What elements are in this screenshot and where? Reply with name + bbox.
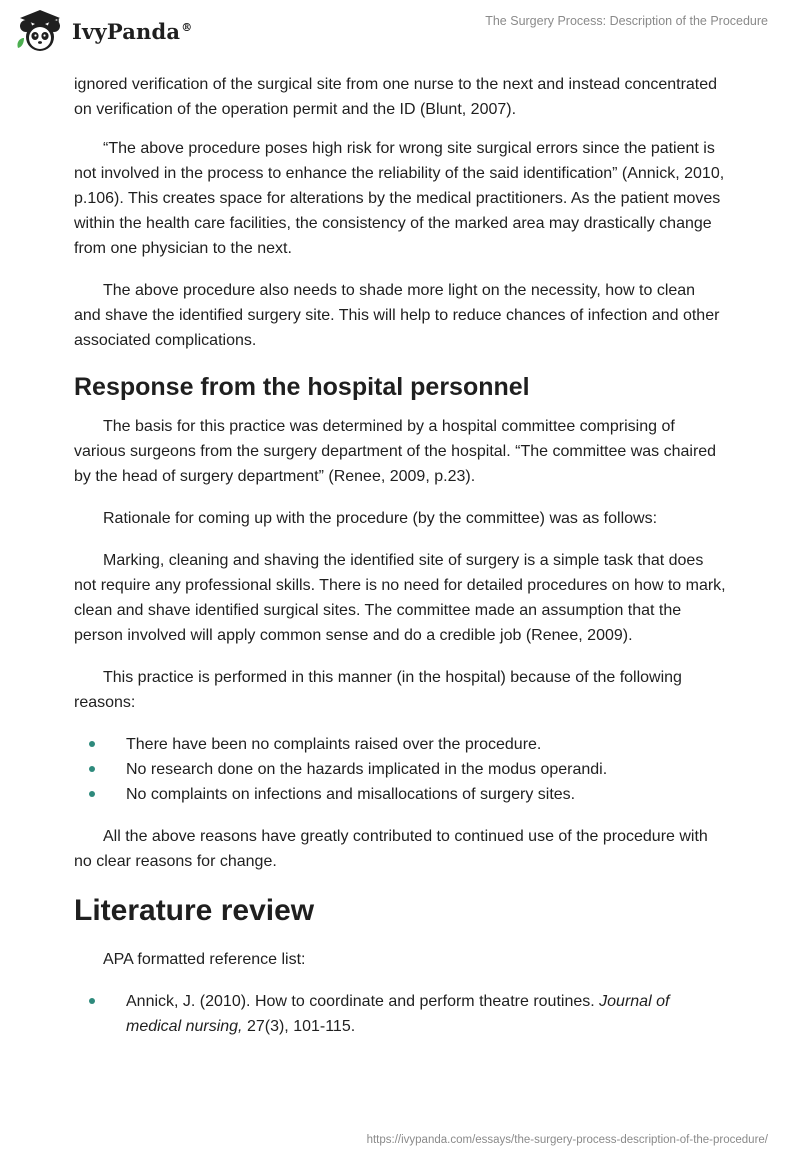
section-heading-response: Response from the hospital personnel [74, 373, 530, 401]
paragraph: The basis for this practice was determined by a hospital committee comprising of various surgeons from the surgery department of the hospital. “The committee was chaired by the head of surgery department” (Renee, 2009, p.23). [74, 418, 717, 485]
reference-item: Annick, J. (2010). How to coordinate and perform theatre routines. Journal of medical nursing, 27(3), 101-115. [74, 989, 726, 1039]
paragraph: ignored verification of the surgical site from one nurse to the next and instead concentrated on verification of the operation permit and the ID (Blunt, 2007). [74, 76, 718, 118]
brand-name: IvyPanda® [72, 18, 193, 44]
list-item: No research done on the hazards implicated in the modus operandi. [74, 757, 726, 782]
source-url[interactable]: https://ivypanda.com/essays/the-surgery-process-description-of-the-procedure/ [366, 1134, 768, 1146]
paragraph: The above procedure also needs to shade more light on the necessity, how to clean and shave the identified surgery site. This will help to reduce chances of infection and other associated complications. [74, 282, 720, 349]
bullet-icon [89, 741, 95, 747]
bullet-icon [89, 766, 95, 772]
paragraph: This practice is performed in this manner (in the hospital) because of the following reasons: [74, 669, 682, 711]
paragraph: Marking, cleaning and shaving the identified site of surgery is a simple task that does not require any professional skills. There is no need for detailed procedures on how to mark, clean and shave identified surgical sites. The committee made an assumption that the person involved will apply common sense and do a credible job (Renee, 2009). [74, 552, 726, 644]
paragraph: All the above reasons have greatly contributed to continued use of the procedure with no clear reasons for change. [74, 828, 708, 870]
paragraph: APA formatted reference list: [103, 951, 306, 968]
list-item: There have been no complaints raised over the procedure. [74, 732, 726, 757]
bullet-icon [89, 791, 95, 797]
essay-content [74, 72, 726, 1056]
brand-logo[interactable] [14, 8, 192, 54]
section-heading-literature: Literature review [74, 894, 315, 927]
running-title: The Surgery Process: Description of the Procedure [485, 14, 768, 28]
list-item: No complaints on infections and misallocations of surgery sites. [74, 782, 726, 807]
bullet-icon [89, 998, 95, 1004]
panda-logo-icon [14, 8, 66, 54]
page-header [0, 0, 800, 64]
reference-list [74, 989, 726, 1039]
reasons-list [74, 732, 726, 807]
paragraph: Rationale for coming up with the procedure (by the committee) was as follows: [103, 510, 658, 527]
paragraph: “The above procedure poses high risk for wrong site surgical errors since the patient is not involved in the process to enhance the reliability of the said identification” (Annick, 2010, p.106). This creates space for alterations by the medical practitioners. As the patient moves within the health care facilities, the consistency of the marked area may drastically change from one physician to the next. [74, 140, 725, 257]
